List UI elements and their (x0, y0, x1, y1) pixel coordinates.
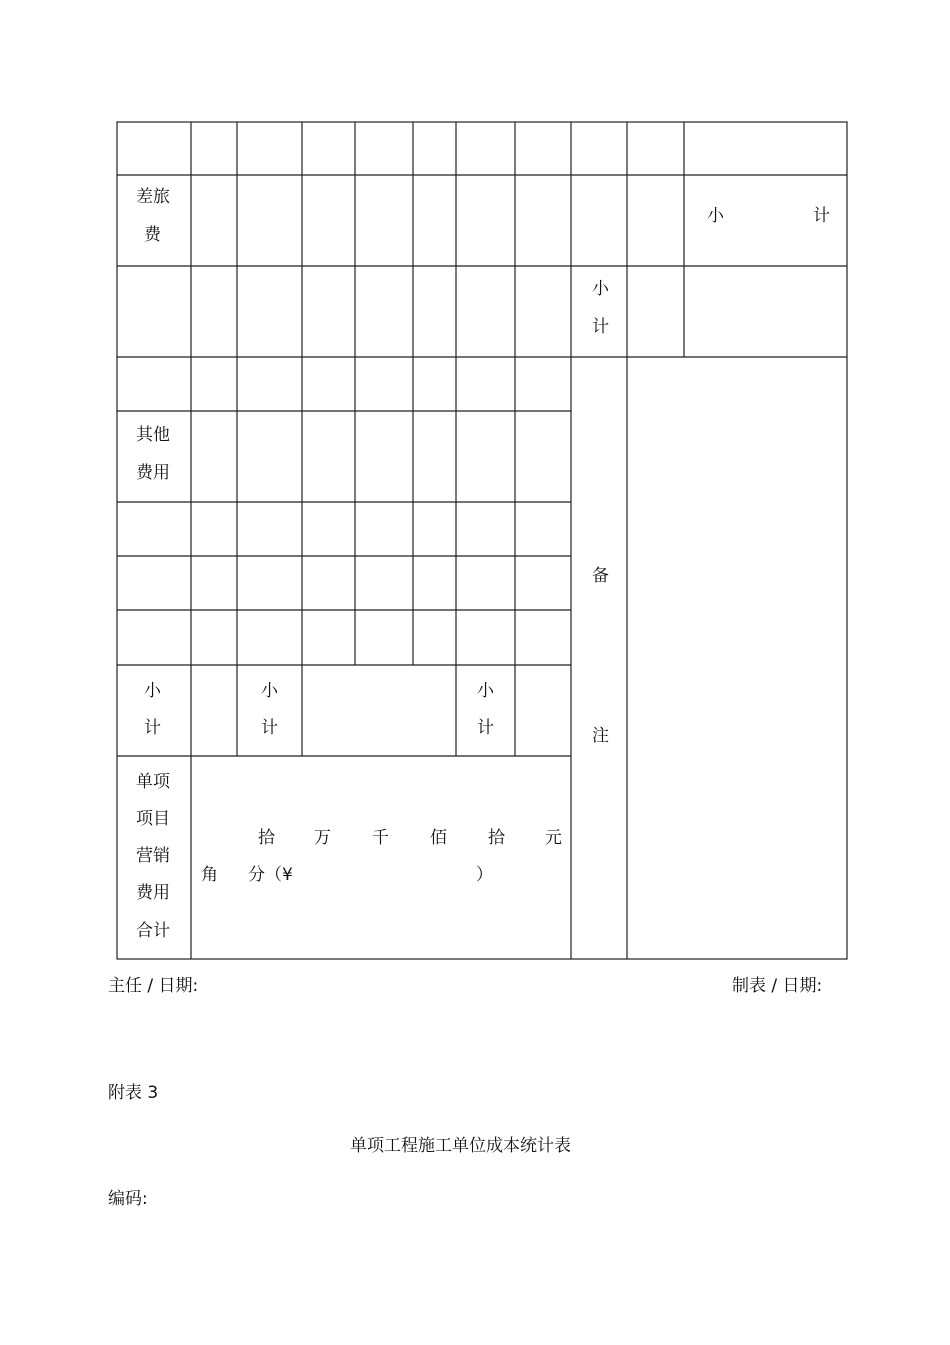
subtotal3-char2: 计 (477, 718, 494, 738)
amount-unit-fen-yen: 分（¥ (248, 865, 293, 885)
total-label-line2: 项目 (136, 809, 170, 829)
amount-unit-bai: 佰 (430, 828, 447, 848)
total-label-line5: 合计 (136, 921, 170, 941)
travel-expense-label-line1: 差旅 (136, 187, 170, 207)
total-label-line1: 单项 (136, 772, 170, 792)
other-expense-label-line1: 其他 (136, 425, 170, 445)
appendix-label: 附表 3 (108, 1083, 159, 1103)
amount-close-paren: ） (476, 865, 493, 885)
amount-unit-shi2: 拾 (488, 828, 505, 848)
travel-subtotal-char1: 小 (707, 206, 724, 226)
appendix-title: 单项工程施工单位成本统计表 (350, 1136, 571, 1156)
subtotal2-char2: 计 (261, 718, 278, 738)
subtotal2-char1: 小 (261, 681, 278, 701)
travel-expense-label-line2: 费 (144, 225, 161, 245)
other-expense-label-line2: 费用 (136, 463, 170, 483)
remarks-char1: 备 (592, 566, 609, 586)
code-label: 编码: (108, 1189, 148, 1209)
subtotal1-char1: 小 (144, 681, 161, 701)
amount-unit-shi: 拾 (258, 828, 275, 848)
remarks-char2: 注 (592, 726, 609, 746)
subtotal3-char1: 小 (477, 681, 494, 701)
total-label-line3: 营销 (136, 846, 170, 866)
travel-subtotal-char2: 计 (813, 206, 830, 226)
row3-subtotal-char2: 计 (592, 317, 609, 337)
prepared-date-label: 制表 / 日期: (732, 976, 823, 996)
amount-unit-qian: 千 (372, 828, 389, 848)
director-date-label: 主任 / 日期: (108, 976, 199, 996)
amount-unit-jiao: 角 (201, 865, 218, 885)
total-label-line4: 费用 (136, 883, 170, 903)
subtotal1-char2: 计 (144, 718, 161, 738)
amount-unit-yuan: 元 (545, 828, 562, 848)
row3-subtotal-char1: 小 (592, 279, 609, 299)
table-outer-border (117, 122, 847, 959)
amount-unit-wan: 万 (314, 828, 331, 848)
